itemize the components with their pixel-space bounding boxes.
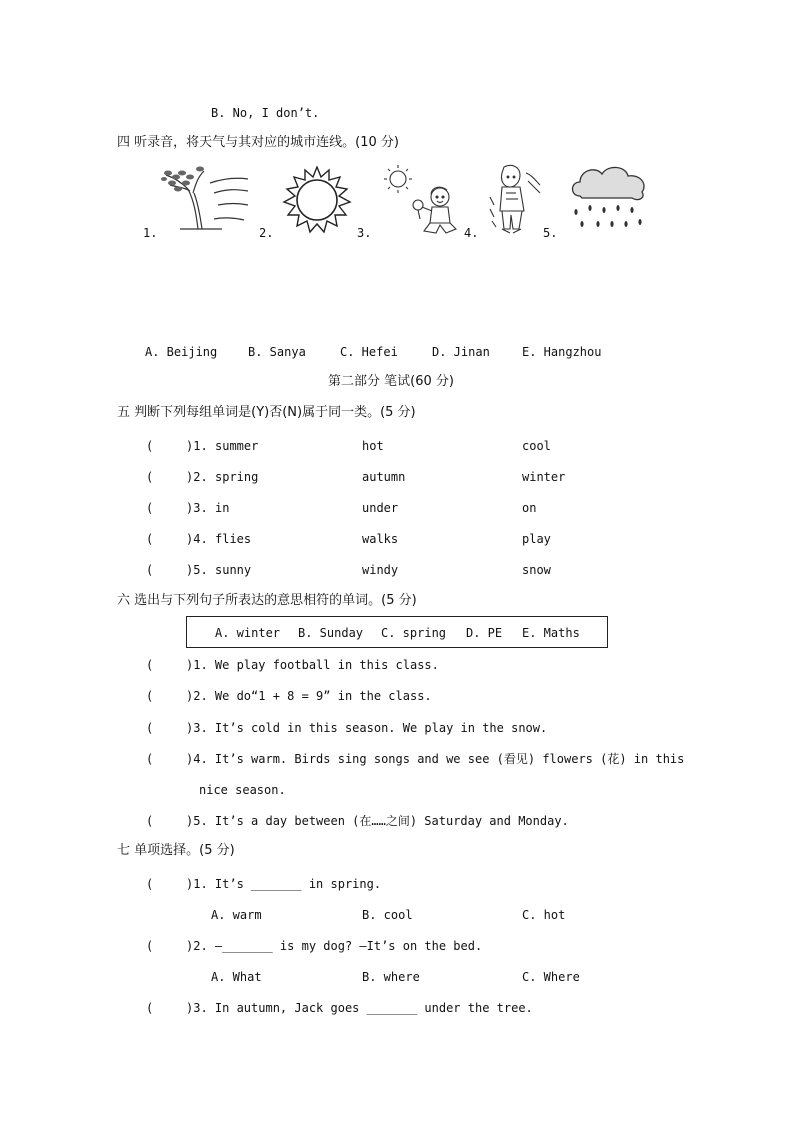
question-number: )2. [186, 470, 208, 484]
city-option-b: B. Sanya [248, 345, 306, 359]
sunny-child-icon [380, 163, 462, 238]
word-2: hot [362, 439, 384, 453]
word-3: play [522, 532, 551, 546]
word-1: summer [215, 439, 259, 453]
word-2: walks [362, 532, 399, 546]
choice-b: B. cool [362, 908, 413, 922]
answer-paren: ( [146, 658, 154, 672]
word-bank-option: B. Sunday [298, 626, 364, 640]
cold-person-icon [484, 163, 544, 238]
word-3: winter [522, 470, 566, 484]
answer-paren: ( [146, 501, 154, 515]
answer-paren: ( [146, 877, 154, 891]
question-number: )1. [186, 439, 208, 453]
word-bank-option: C. spring [381, 626, 447, 640]
section-5-heading: 五 判断下列每组单词是(Y)否(N)属于同一类。(5 分) [117, 405, 416, 420]
answer-paren: ( [146, 814, 154, 828]
picture-number-2: 2. [259, 226, 274, 240]
question-text: )3. It’s cold in this season. We play in the snow. [186, 721, 548, 735]
choice-a: A. warm [211, 908, 262, 922]
question-text: )5. It’s a day between (在……之间) Saturday and Monday. [186, 814, 569, 828]
word-bank-option: D. PE [466, 626, 503, 640]
picture-number-5: 5. [543, 226, 558, 240]
choice-a: A. What [211, 970, 262, 984]
windy-tree-icon [160, 163, 252, 235]
word-2: autumn [362, 470, 406, 484]
answer-paren: ( [146, 689, 154, 703]
word-3: on [522, 501, 537, 515]
choice-b: B. where [362, 970, 420, 984]
sun-icon [280, 166, 354, 234]
city-option-d: D. Jinan [432, 345, 490, 359]
question-text: )4. It’s warm. Birds sing songs and we see (看见) flowers (花) in this [186, 752, 685, 766]
city-option-a: A. Beijing [145, 345, 218, 359]
question-text: )2. —_______ is my dog? —It’s on the bed. [186, 939, 483, 953]
question-number: )3. [186, 501, 208, 515]
answer-paren: ( [146, 1001, 154, 1015]
picture-number-3: 3. [357, 226, 372, 240]
answer-paren: ( [146, 563, 154, 577]
question-text: )1. We play football in this class. [186, 658, 439, 672]
word-2: under [362, 501, 399, 515]
city-option-e: E. Hangzhou [522, 345, 602, 359]
part-2-title: 第二部分 笔试(60 分) [328, 374, 454, 389]
rain-cloud-icon [568, 162, 650, 234]
question-text: )1. It’s _______ in spring. [186, 877, 382, 891]
word-1: spring [215, 470, 259, 484]
word-1: sunny [215, 563, 252, 577]
section-4-heading: 四 听录音，将天气与其对应的城市连线。(10 分) [117, 135, 399, 150]
question-text-continued: nice season. [199, 783, 286, 797]
question-text: )2. We do“1 + 8 = 9” in the class. [186, 689, 432, 703]
word-bank-option: E. Maths [522, 626, 580, 640]
city-option-c: C. Hefei [340, 345, 398, 359]
question-text: )3. In autumn, Jack goes _______ under the tree. [186, 1001, 533, 1015]
answer-paren: ( [146, 439, 154, 453]
picture-number-4: 4. [464, 226, 479, 240]
word-3: snow [522, 563, 551, 577]
option-b-answer: B. No, I don’t. [211, 106, 320, 120]
choice-c: C. Where [522, 970, 580, 984]
section-6-heading: 六 选出与下列句子所表达的意思相符的单词。(5 分) [117, 593, 417, 608]
picture-number-1: 1. [143, 226, 158, 240]
answer-paren: ( [146, 470, 154, 484]
question-number: )4. [186, 532, 208, 546]
answer-paren: ( [146, 939, 154, 953]
answer-paren: ( [146, 532, 154, 546]
section-7-heading: 七 单项选择。(5 分) [117, 843, 235, 858]
word-1: in [215, 501, 230, 515]
word-1: flies [215, 532, 252, 546]
word-bank-option: A. winter [215, 626, 281, 640]
word-2: windy [362, 563, 399, 577]
word-3: cool [522, 439, 551, 453]
question-number: )5. [186, 563, 208, 577]
answer-paren: ( [146, 721, 154, 735]
choice-c: C. hot [522, 908, 566, 922]
answer-paren: ( [146, 752, 154, 766]
